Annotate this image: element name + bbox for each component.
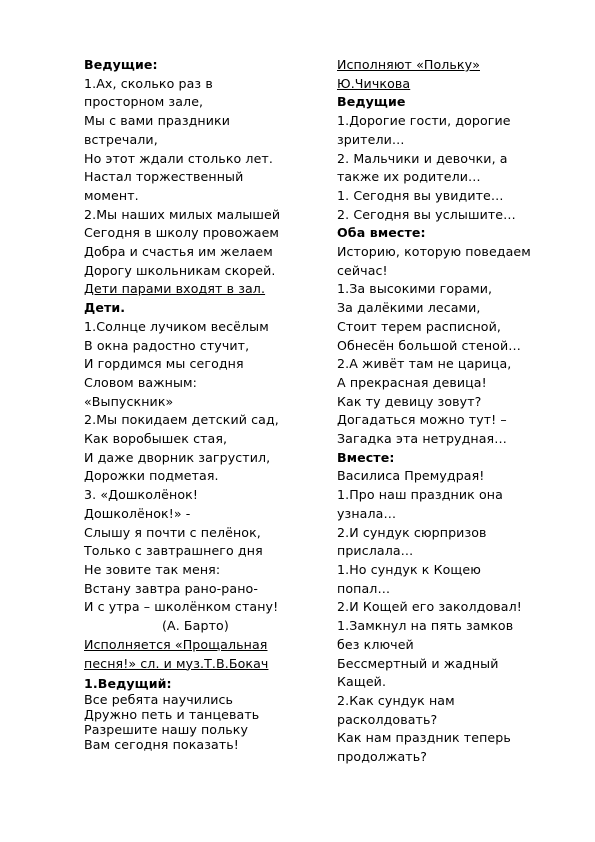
text-line: И с утра – школёнком стану! [84,599,279,615]
text-line: 1. Сегодня вы увидите… [337,187,504,203]
text-line: узнала… [337,505,397,521]
text-line: Мы с вами праздники [84,113,231,129]
text-line: Только с завтрашнего дня [84,543,263,559]
text-line: Как нам праздник теперь [337,730,511,746]
text-line: Все ребята научились [84,691,234,707]
text-line: Дошколёнок!» - [84,505,191,521]
text-line: 2.А живёт там не царица, [337,356,512,372]
text-line: попал… [337,580,391,596]
text-line: За далёкими лесами, [337,300,481,316]
text-line: расколдовать? [337,711,438,727]
text-line: Вместе: [337,449,395,465]
text-line: Не зовите так меня: [84,561,221,577]
text-line: встречали, [84,131,158,147]
left-main-lines [84,56,316,673]
text-line: Добра и счастья им желаем [84,244,273,260]
text-line: Кащей. [337,674,387,690]
right-main-lines [337,56,565,767]
text-line: Дети парами входят в зал. [84,281,266,297]
left-tight-lines [84,676,316,752]
text-line: продолжать? [337,749,428,765]
left-text-column [84,56,316,753]
text-line: Догадаться можно тут! – [337,412,507,428]
text-line: Обнесён большой стеной… [337,337,521,353]
text-line: И даже дворник загрустил, [84,449,271,465]
text-line: без ключей [337,636,414,652]
text-line: песня!» сл. и муз.Т.В.Бокач [84,655,269,671]
text-line: Василиса Премудрая! [337,468,485,484]
text-line: 2. Сегодня вы услышите… [337,206,516,222]
text-line: просторном зале, [84,94,204,110]
text-line: прислала… [337,543,414,559]
text-line: И гордимся мы сегодня [84,356,244,372]
text-line: 2.И сундук сюрпризов [337,524,487,540]
text-line: Бессмертный и жадный [337,655,499,671]
text-line: Как ту девицу зовут? [337,393,482,409]
text-line: 3. «Дошколёнок! [84,487,198,503]
text-line: Но этот ждали столько лет. [84,150,273,166]
text-line: 1.Про наш праздник она [337,487,503,503]
text-line: Исполняется «Прощальная [84,636,268,652]
text-line: 1.Дорогие гости, дорогие [337,113,511,129]
text-line: Ведущие [337,94,406,110]
text-line: Как воробышек стая, [84,431,228,447]
text-line: Слышу я почти с пелёнок, [84,524,261,540]
text-line: Дорогу школьникам скорей. [84,262,276,278]
text-line: 2.Мы наших милых малышей [84,206,281,222]
text-line: Разрешите нашу польку [84,722,249,738]
text-line: сейчас! [337,262,388,278]
text-line: (А. Барто) [162,618,229,634]
text-line: Ю.Чичкова [337,75,411,91]
text-line: 2. Мальчики и девочки, а [337,150,508,166]
text-line: 2.Как сундук нам [337,692,455,708]
text-line: Настал торжественный [84,169,244,185]
text-line: Историю, которую поведаем [337,244,531,260]
text-line: Словом важным: [84,374,197,390]
right-text-column [337,56,565,767]
text-line: 1.Солнце лучиком весёлым [84,318,269,334]
text-line: Дружно петь и танцевать [84,706,260,722]
text-line: Дети. [84,300,126,316]
text-line: 2.И Кощей его заколдовал! [337,599,522,615]
text-line: Вам сегодня показать! [84,737,239,753]
text-line: Ведущие: [84,57,158,72]
text-line: Оба вместе: [337,225,426,241]
text-line: В окна радостно стучит, [84,337,250,353]
text-line: 1.За высокими горами, [337,281,493,297]
text-line: 2.Мы покидаем детский сад, [84,412,279,428]
text-line: 1.Ведущий: [84,676,172,692]
text-line: Дорожки подметая. [84,468,219,484]
text-line: Встану завтра рано-рано- [84,580,258,596]
text-line: А прекрасная девица! [337,374,487,390]
text-line: момент. [84,187,139,203]
text-line: 1.Замкнул на пять замков [337,618,514,634]
text-line: Сегодня в школу провожаем [84,225,280,241]
text-line: 1.Но сундук к Кощею [337,561,481,577]
text-line: «Выпускник» [84,393,174,409]
text-line: 1.Ах, сколько раз в [84,75,213,91]
text-line: Стоит терем расписной, [337,318,501,334]
text-line: Загадка эта нетрудная… [337,431,507,447]
text-line: зрители… [337,131,405,147]
text-line: Исполняют «Польку» [337,57,480,72]
text-line: также их родители… [337,169,481,185]
